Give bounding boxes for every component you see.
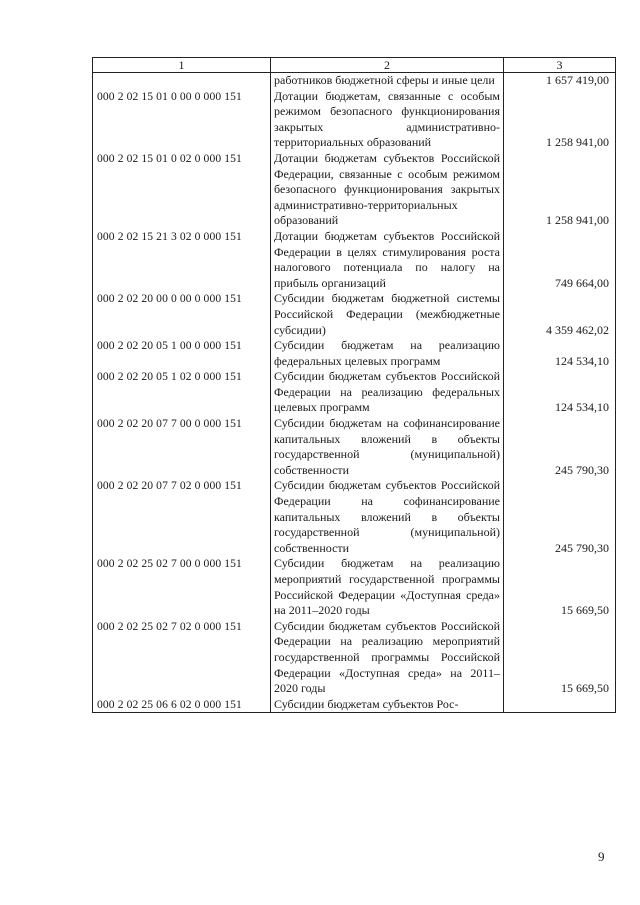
table-row: [93, 229, 616, 291]
column-header-name: 2: [271, 58, 504, 73]
table-body: [93, 73, 616, 713]
column-header-code: 1: [93, 58, 271, 73]
budget-revenue-table: [92, 57, 616, 713]
amount-cell: 1 258 941,00: [504, 151, 616, 229]
revenue-name-cell: Субсидии бюджетам на реализацию федеральных целевых программ: [271, 338, 504, 369]
revenue-name-cell: Субсидии бюджетам субъектов Российской Федерации на реализацию федеральных целевых программ: [271, 369, 504, 416]
table-row: [93, 619, 616, 697]
amount-cell: 124 534,10: [504, 369, 616, 416]
budget-code-cell: 000 2 02 20 00 0 00 0 000 151: [93, 291, 271, 338]
revenue-name-cell: Субсидии бюджетам субъектов Российской Федерации на реализацию мероприятий государственной программы Российской Федерации «Доступная среда» на 2011–2020 годы: [271, 619, 504, 697]
budget-code-cell: 000 2 02 20 07 7 02 0 000 151: [93, 478, 271, 556]
table-row: [93, 338, 616, 369]
table-row: [93, 291, 616, 338]
table-row: [93, 151, 616, 229]
budget-code-cell: 000 2 02 25 02 7 00 0 000 151: [93, 556, 271, 618]
table-row: [93, 369, 616, 416]
revenue-name-cell: Дотации бюджетам субъектов Российской Федерации, связанные с особым режимом безопасного функционирования закрытых административно-территориальных образований: [271, 151, 504, 229]
budget-code-cell: 000 2 02 25 06 6 02 0 000 151: [93, 697, 271, 713]
revenue-name-cell: Дотации бюджетам, связанные с особым режимом безопасного функционирования закрытых административно-территориальных образований: [271, 89, 504, 151]
table-row: [93, 478, 616, 556]
budget-code-cell: 000 2 02 15 01 0 02 0 000 151: [93, 151, 271, 229]
revenue-name-cell: Субсидии бюджетам субъектов Рос-: [271, 697, 504, 713]
table-row: [93, 416, 616, 478]
budget-code-cell: 000 2 02 25 02 7 02 0 000 151: [93, 619, 271, 697]
page-number: 9: [598, 849, 605, 864]
budget-code-cell: 000 2 02 20 05 1 02 0 000 151: [93, 369, 271, 416]
revenue-name-cell: Субсидии бюджетам субъектов Российской Федерации на софинансирование капитальных вложений в объекты государственной (муниципальной) собственности: [271, 478, 504, 556]
revenue-name-cell: Субсидии бюджетам на реализацию мероприятий государственной программы Российской Федерации «Доступная среда» на 2011–2020 годы: [271, 556, 504, 618]
amount-cell: 749 664,00: [504, 229, 616, 291]
amount-cell: 245 790,30: [504, 478, 616, 556]
column-header-amount: 3: [504, 58, 616, 73]
table-row: [93, 73, 616, 89]
amount-cell: 245 790,30: [504, 416, 616, 478]
budget-code-cell: [93, 73, 271, 89]
amount-cell: 4 359 462,02: [504, 291, 616, 338]
budget-code-cell: 000 2 02 15 01 0 00 0 000 151: [93, 89, 271, 151]
amount-cell: 15 669,50: [504, 619, 616, 697]
table-header-row: [93, 58, 616, 73]
amount-cell: [504, 697, 616, 713]
table-row: [93, 697, 616, 713]
revenue-name-cell: Субсидии бюджетам бюджетной системы Российской Федерации (межбюджетные субсидии): [271, 291, 504, 338]
table-row: [93, 556, 616, 618]
revenue-name-cell: работников бюджетной сферы и иные цели: [271, 73, 504, 89]
budget-code-cell: 000 2 02 15 21 3 02 0 000 151: [93, 229, 271, 291]
budget-code-cell: 000 2 02 20 05 1 00 0 000 151: [93, 338, 271, 369]
amount-cell: 1 657 419,00: [504, 73, 616, 89]
table-row: [93, 89, 616, 151]
amount-cell: 15 669,50: [504, 556, 616, 618]
amount-cell: 124 534,10: [504, 338, 616, 369]
amount-cell: 1 258 941,00: [504, 89, 616, 151]
revenue-name-cell: Субсидии бюджетам на софинансирование капитальных вложений в объекты государственной (муниципальной) собственности: [271, 416, 504, 478]
budget-code-cell: 000 2 02 20 07 7 00 0 000 151: [93, 416, 271, 478]
revenue-name-cell: Дотации бюджетам субъектов Российской Федерации в целях стимулирования роста налогового потенциала по налогу на прибыль организаций: [271, 229, 504, 291]
